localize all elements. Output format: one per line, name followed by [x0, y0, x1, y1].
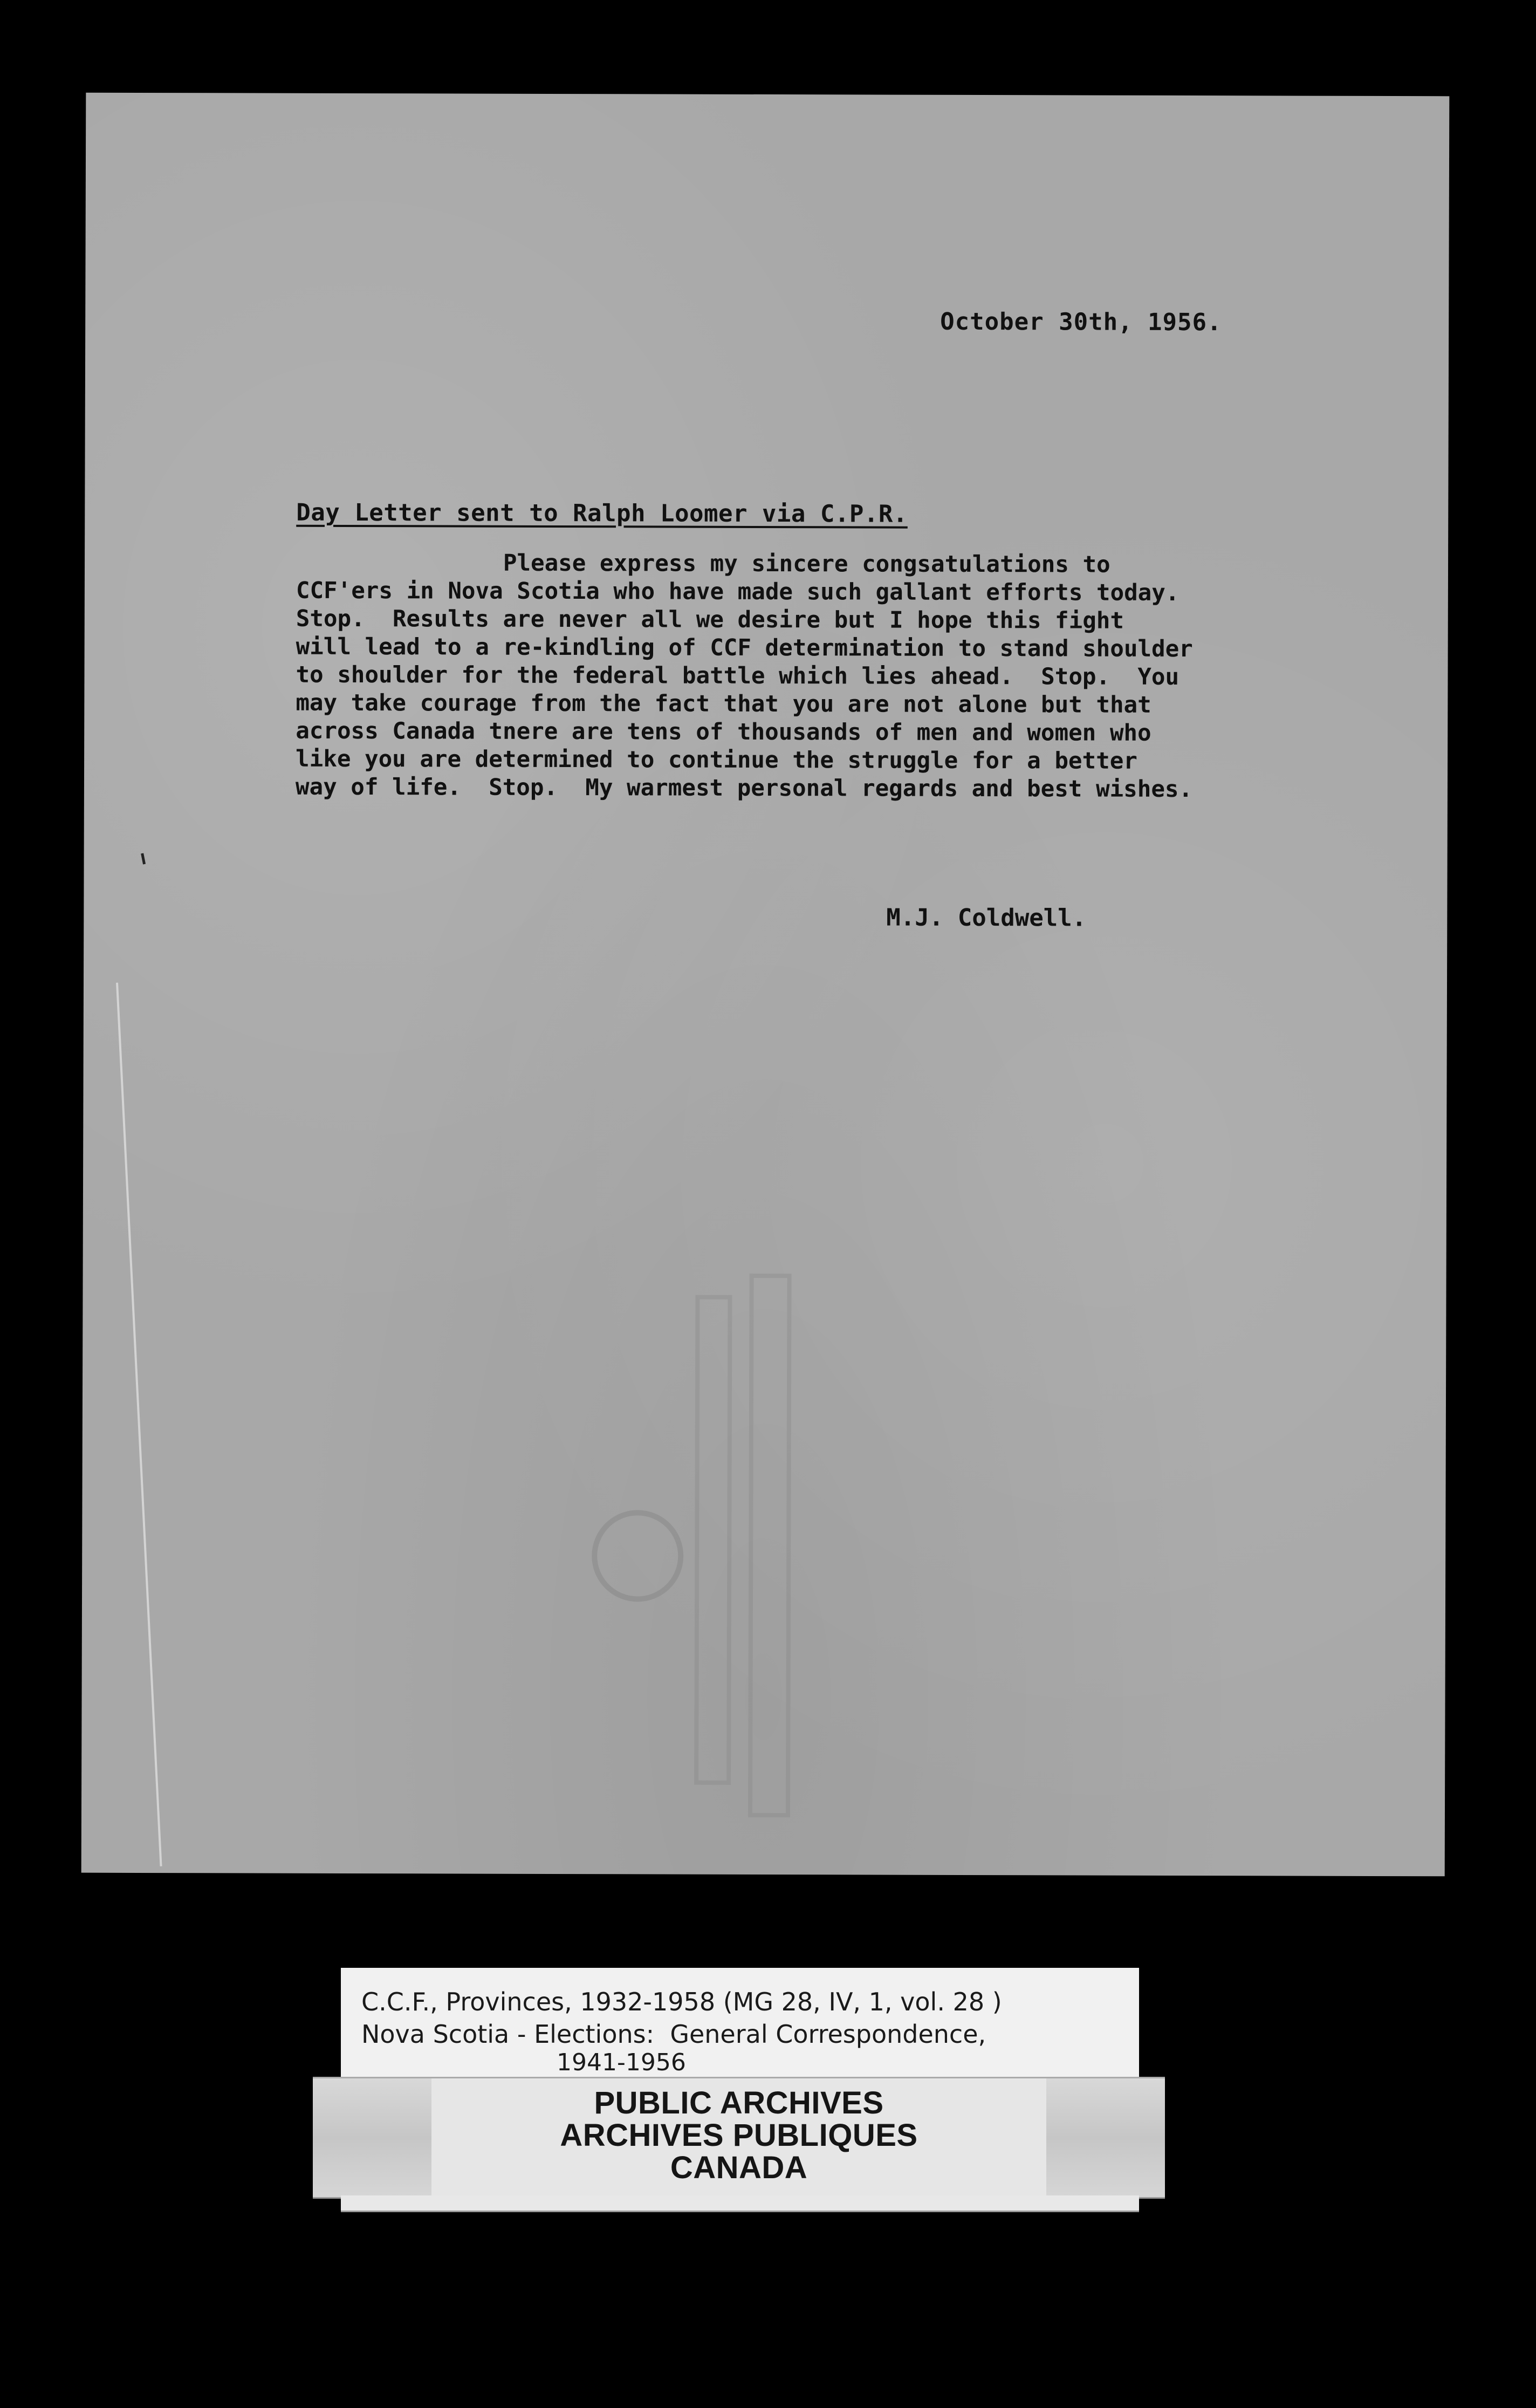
archive-band-base: [341, 2195, 1139, 2212]
body-line: Stop. Results are never all we desire but I hope this fight: [296, 605, 1124, 634]
body-line: like you are determined to continue the struggle for a better: [296, 745, 1137, 775]
bleed-through-stamp: [556, 1254, 838, 1848]
pen-mark: [138, 848, 159, 891]
body-line: to shoulder for the federal battle which lies ahead. Stop. You: [296, 661, 1180, 691]
document-page: [81, 93, 1450, 1877]
paper-fold-line: [116, 983, 162, 1866]
letter-date: October 30th, 1956.: [940, 307, 1222, 337]
letter-body: [296, 549, 1310, 804]
body-line: may take courage from the fact that you are not alone but that: [296, 689, 1151, 719]
body-line: way of life. Stop. My warmest personal regards and best wishes.: [295, 774, 1193, 803]
archive-stamp-line: CANADA: [670, 2150, 808, 2185]
body-line: Please express my sincere congsatulations to: [296, 549, 1110, 578]
archive-stamp-band: [313, 2077, 1165, 2199]
archive-stamp-line: ARCHIVES PUBLIQUES: [560, 2118, 918, 2153]
letter-signature: M.J. Coldwell.: [886, 904, 1087, 932]
archive-reference-line: C.C.F., Provinces, 1932-1958 (MG 28, IV, 1, vol. 28 ): [361, 1987, 1002, 2016]
body-line: will lead to a re-kindling of CCF determination to stand shoulder: [296, 633, 1193, 663]
body-line: across Canada tnere are tens of thousands of men and women who: [296, 717, 1151, 747]
body-line: CCF'ers in Nova Scotia who have made such gallant efforts today.: [296, 577, 1180, 607]
letter-subject: Day Letter sent to Ralph Loomer via C.P.R.: [296, 498, 908, 528]
archive-stamp-panel: [431, 2078, 1046, 2197]
archive-reference-line: Nova Scotia - Elections: General Correspondence,: [361, 2020, 986, 2049]
archive-reference-label: [341, 1968, 1139, 2081]
archive-stamp-line: PUBLIC ARCHIVES: [594, 2085, 884, 2120]
archive-reference-line: 1941-1956: [557, 2049, 686, 2076]
